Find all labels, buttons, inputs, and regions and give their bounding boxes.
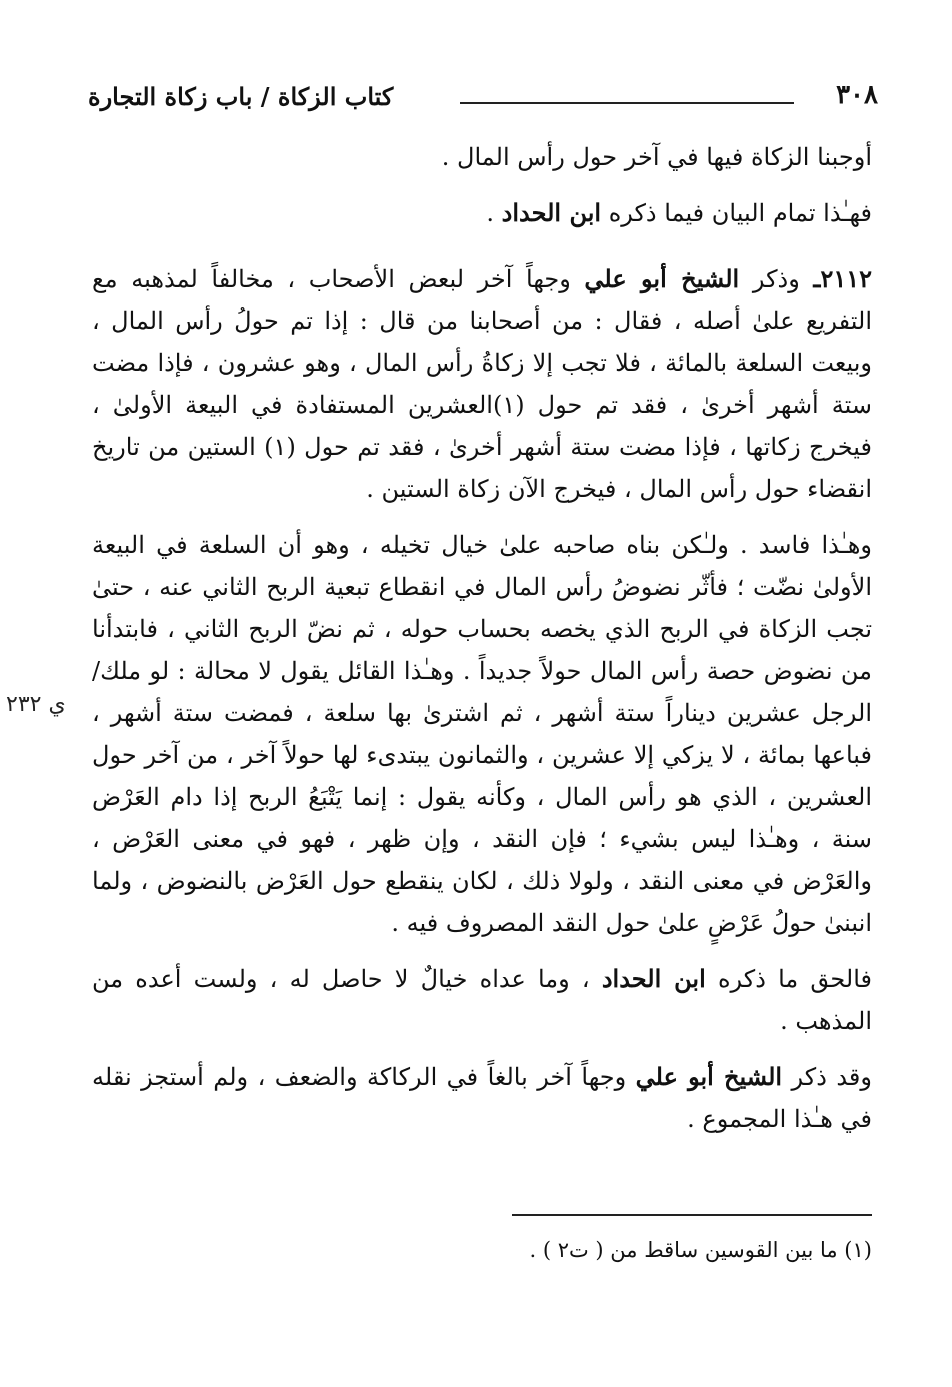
paragraph-3	[92, 258, 872, 510]
bold-name: الشيخ أبو علي	[635, 1062, 783, 1091]
bold-name: ابن الحداد	[501, 198, 602, 227]
bold-name: الشيخ أبو علي	[584, 264, 740, 293]
issue-number: ٢١١٢ـ	[813, 264, 872, 293]
running-header	[88, 80, 878, 122]
margin-reference: ي ٢٣٢	[6, 692, 66, 717]
paragraph-4: وهـٰذا فاسد . ولـٰكن بناه صاحبه علىٰ خيال تخيله ، وهو أن السلعة في البيعة الأولىٰ نضّت ؛ فأثّر نضوضُ رأس المال في انقطاع تبعية الربح الثاني عنه ، حتىٰ تجب الزكاة في الربح الذي يخصه بحساب حوله ، ثم نضّ الربح الثاني ، فابتدأنا من نضوض حصة رأس المال حولاً جديداً . وهـٰذا القائل يقول لا محالة : لو ملك/ الرجل عشرين ديناراً ستة أشهر ، ثم اشترىٰ بها سلعة ، فمضت ستة أشهر ، فباعها بمائة ، لا يزكي إلا عشرين ، والثمانون يبتدىء لها حولاً آخر ، من آخر حول العشرين ، الذي هو رأس المال ، وكأنه يقول : إنما يَتْبَعُ الربح إذا دام العَرْض سنة ، وهـٰذا ليس بشيء ؛ فإن النقد ، وإن ظهر ، فهو في معنى العَرْض ، والعَرْض في معنى النقد ، ولولا ذلك ، لكان ينقطع حول العَرْض بالنضوض ، ولما انبنىٰ حولُ عَرْضٍ علىٰ حول النقد المصروف فيه .	[92, 531, 872, 937]
text-segment: وجهاً آخر لبعض الأصحاب ، مخالفاً لمذهبه مع التفريع علىٰ أصله ، فقال : من أصحابنا من قال : إذا تم حولُ رأس المال ، وبيعت السلعة بالمائة ، فلا تجب إلا زكاةُ رأس المال ، وهو عشرون ، فإذا مضت ستة أشهر أخرىٰ ، فقد تم حول (١)العشرين المستفادة في البيعة الأولىٰ ، فيخرج زكاتها ، فإذا مضت ستة أشهر أخرىٰ ، فقد تم حول (١) الستين من تاريخ انقضاء حول رأس المال ، فيخرج الآن زكاة الستين .	[92, 265, 872, 503]
text-segment: ، وما عداه خيالٌ لا حاصل له ، ولست أعده من المذهب .	[92, 965, 872, 1035]
text-segment: وجهاً آخر بالغاً في الركاكة والضعف ، ولم أستجز نقله في هـٰذا المجموع .	[92, 1063, 872, 1133]
header-rule	[460, 102, 794, 104]
text-segment: فالحق ما ذكره	[705, 965, 873, 993]
paragraph-2	[92, 192, 872, 234]
page-number: ٣٠٨	[836, 80, 878, 110]
footnote: (١) ما بين القوسين ساقط من ( ت٢ ) .	[529, 1238, 872, 1262]
text-segment: وذكر	[739, 265, 814, 293]
footnote-rule	[512, 1214, 872, 1216]
text-segment: وقد ذكر	[782, 1063, 872, 1091]
main-text	[92, 136, 872, 1154]
running-title: كتاب الزكاة / باب زكاة التجارة	[88, 82, 394, 111]
bold-name: ابن الحداد	[601, 964, 706, 993]
paragraph-5	[92, 958, 872, 1042]
paragraph-1: أوجبنا الزكاة فيها في آخر حول رأس المال .	[441, 143, 872, 171]
paragraph-6	[92, 1056, 872, 1140]
text-segment: .	[486, 199, 502, 227]
text-segment: فهـٰذا تمام البيان فيما ذكره	[601, 199, 872, 227]
